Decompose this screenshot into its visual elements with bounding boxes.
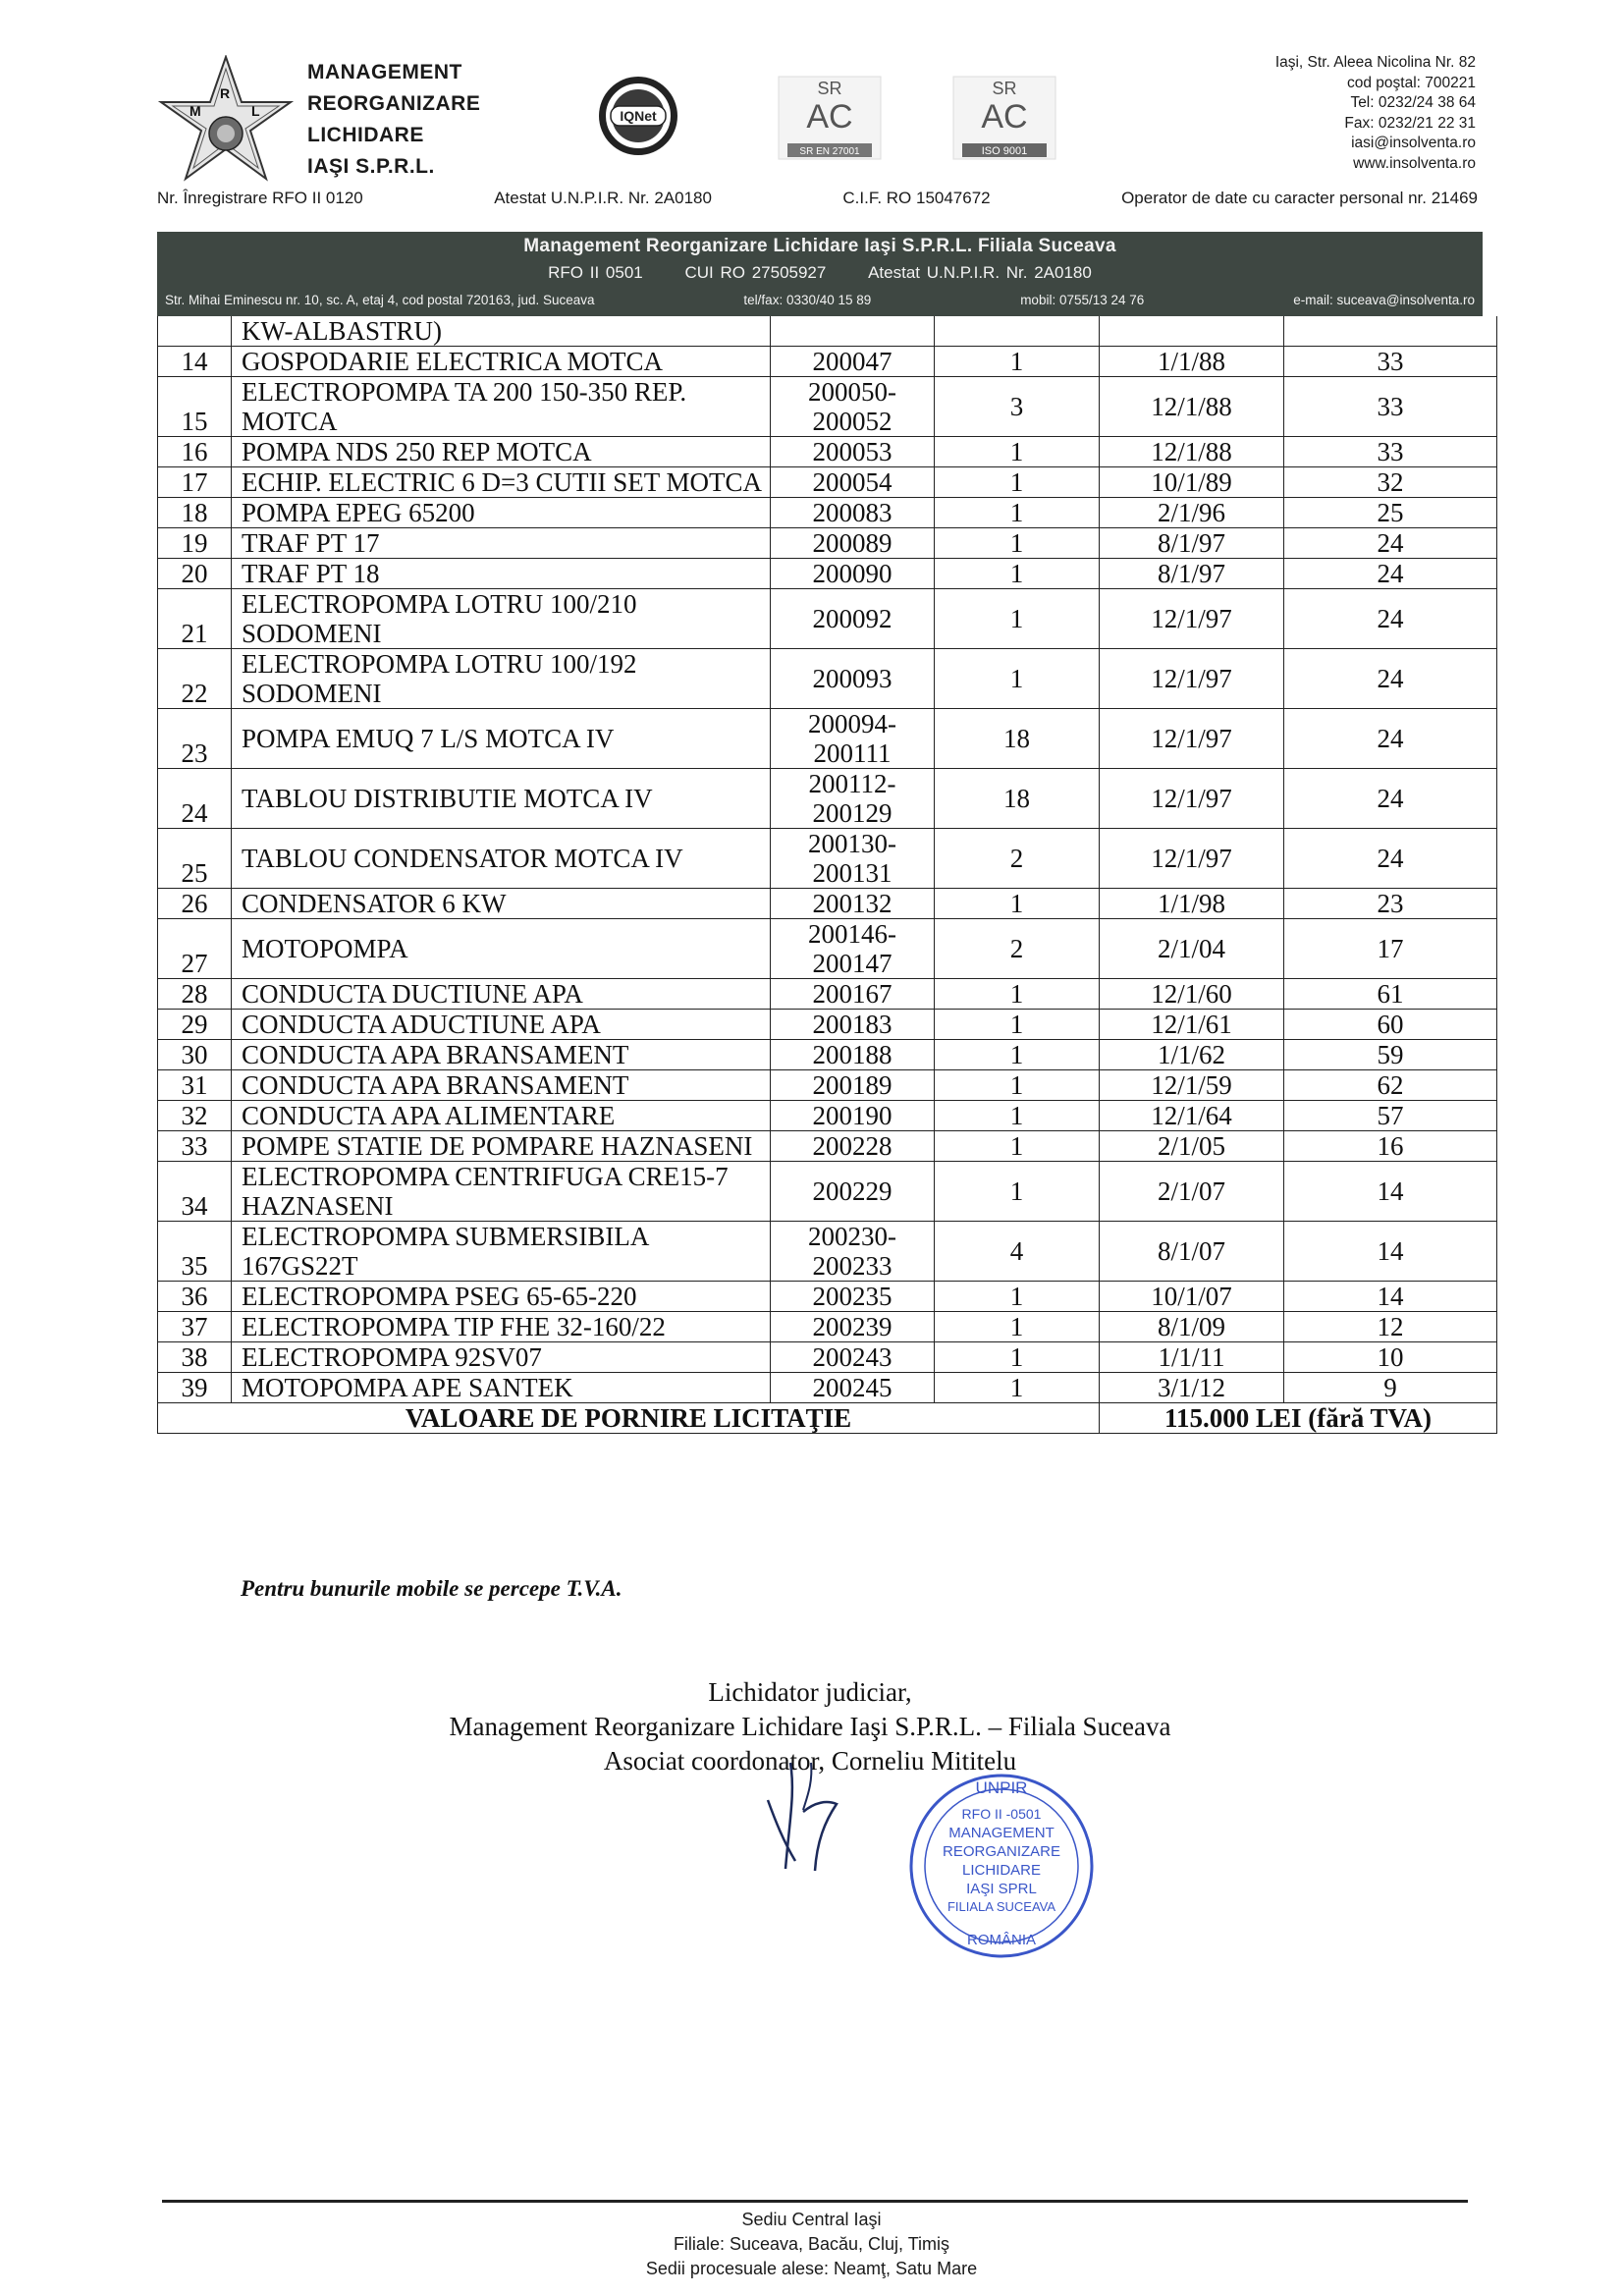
table-cell-ani: 24 [1284,709,1497,769]
table-cell-data: 12/1/97 [1100,649,1284,709]
table-cell-buc: 18 [935,709,1100,769]
table-cell-data: 12/1/60 [1100,979,1284,1010]
table-cell-name: ELECTROPOMPA LOTRU 100/210 SODOMENI [232,589,771,649]
table-cell-name: CONDUCTA APA ALIMENTARE [232,1101,771,1131]
table-cell-name: TRAF PT 17 [232,528,771,559]
branch-email-link[interactable]: e-mail: suceava@insolventa.ro [1293,293,1475,307]
table-row [158,919,1497,979]
table-cell-name: CONDUCTA ADUCTIUNE APA [232,1010,771,1040]
table-cell-data: 12/1/97 [1100,769,1284,829]
table-cell-ani: 24 [1284,589,1497,649]
company-name [307,57,480,183]
table-cell-buc: 3 [935,377,1100,437]
table-cell-ani: 14 [1284,1222,1497,1282]
iqnet-certification-seal [589,67,687,165]
sr-label: SR [817,79,842,98]
footer-divider [162,2200,1468,2203]
table-cell-data: 12/1/64 [1100,1101,1284,1131]
contact-phone: Tel: 0232/24 38 64 [1350,94,1476,111]
table-cell-data: 12/1/88 [1100,437,1284,467]
table-cell-cod: 200188 [771,1040,935,1070]
table-row [158,1040,1497,1070]
table-cell-buc: 1 [935,437,1100,467]
table-cell-buc: 1 [935,467,1100,498]
table-cell-data: 10/1/89 [1100,467,1284,498]
assets-table [157,316,1497,1434]
table-cell-name: TABLOU CONDENSATOR MOTCA IV [232,829,771,889]
ac-label: AC [981,98,1028,136]
table-cell-nr: 18 [158,498,232,528]
logo-letter-r: R [220,85,231,101]
table-cell-nr: 32 [158,1101,232,1131]
table-cell-ani: 14 [1284,1282,1497,1312]
branch-cui: CUI RO 27505927 [684,263,827,282]
table-cell-data: 12/1/61 [1100,1010,1284,1040]
table-cell-cod: 200230-200233 [771,1222,935,1282]
table-cell-cod: 200130-200131 [771,829,935,889]
table-cell-name: ELECTROPOMPA SUBMERSIBILA 167GS22T [232,1222,771,1282]
table-cell-buc: 1 [935,589,1100,649]
table-cell-cod: 200189 [771,1070,935,1101]
table-cell-name: ELECTROPOMPA CENTRIFUGA CRE15-7 HAZNASENI [232,1162,771,1222]
table-cell-ani: 14 [1284,1162,1497,1222]
table-cell-name: POMPA NDS 250 REP MOTCA [232,437,771,467]
table-cell-buc: 1 [935,528,1100,559]
company-name-line: IAŞI S.P.R.L. [307,155,435,178]
table-cell-name: POMPE STATIE DE POMPARE HAZNASENI [232,1131,771,1162]
table-cell-name: CONDENSATOR 6 KW [232,889,771,919]
table-cell-buc: 2 [935,919,1100,979]
table-cell-ani: 16 [1284,1131,1497,1162]
official-stamp [903,1768,1100,1964]
table-cell-data: 2/1/07 [1100,1162,1284,1222]
table-cell-buc: 1 [935,1101,1100,1131]
table-row [158,347,1497,377]
table-cell-nr: 27 [158,919,232,979]
table-cell-data: 12/1/97 [1100,589,1284,649]
table-cell-ani: 32 [1284,467,1497,498]
table-cell-data: 2/1/05 [1100,1131,1284,1162]
table-cell-cod: 200092 [771,589,935,649]
stamp-bottom-text: ROMÂNIA [966,1932,1037,1948]
table-cell-buc [935,316,1100,347]
page-footer [0,2208,1623,2281]
table-row [158,979,1497,1010]
table-cell-buc: 1 [935,1010,1100,1040]
table-cell-nr: 39 [158,1373,232,1403]
table-row [158,377,1497,437]
table-cell-name: MOTOPOMPA APE SANTEK [232,1373,771,1403]
table-cell-name: TABLOU DISTRIBUTIE MOTCA IV [232,769,771,829]
table-cell-buc: 1 [935,1070,1100,1101]
table-cell-data: 8/1/97 [1100,528,1284,559]
table-cell-ani: 33 [1284,437,1497,467]
branch-rfo: RFO II 0501 [548,263,643,282]
table-cell-cod: 200229 [771,1162,935,1222]
branch-title: Management Reorganizare Lichidare Iaşi S.P.R.L. Filiala Suceava [523,236,1116,256]
registration-number: Nr. Înregistrare RFO II 0120 [157,189,363,207]
stamp-text-line: RFO II -0501 [961,1806,1042,1822]
table-row [158,1131,1497,1162]
table-cell-ani: 25 [1284,498,1497,528]
table-cell-cod: 200183 [771,1010,935,1040]
table-cell-data: 1/1/88 [1100,347,1284,377]
table-cell-nr: 29 [158,1010,232,1040]
branch-address: Str. Mihai Eminescu nr. 10, sc. A, etaj 4, cod postal 720163, jud. Suceava [165,293,595,307]
table-cell-data: 10/1/07 [1100,1282,1284,1312]
stamp-text-line: IAŞI SPRL [966,1881,1037,1897]
table-row [158,1282,1497,1312]
contact-website-link[interactable]: www.insolventa.ro [1353,154,1476,172]
table-cell-data: 8/1/09 [1100,1312,1284,1342]
table-cell-buc: 1 [935,347,1100,377]
table-row [158,1222,1497,1282]
table-cell-data: 8/1/97 [1100,559,1284,589]
standard-label: SR EN 27001 [799,146,860,157]
table-cell-nr: 33 [158,1131,232,1162]
table-cell-name: ELECTROPOMPA TA 200 150-350 REP. MOTCA [232,377,771,437]
table-cell-nr: 14 [158,347,232,377]
table-cell-cod: 200190 [771,1101,935,1131]
handwritten-signature [756,1753,884,1881]
table-cell-nr: 16 [158,437,232,467]
table-cell-ani [1284,316,1497,347]
table-cell-buc: 1 [935,889,1100,919]
stamp-text-line: LICHIDARE [961,1862,1042,1879]
table-row [158,649,1497,709]
branch-identifiers [157,263,1483,283]
table-cell-ani: 9 [1284,1373,1497,1403]
table-cell-nr: 22 [158,649,232,709]
table-cell-cod: 200053 [771,437,935,467]
table-cell-name: POMPA EMUQ 7 L/S MOTCA IV [232,709,771,769]
table-cell-buc: 1 [935,1162,1100,1222]
table-cell-buc: 1 [935,1342,1100,1373]
table-cell-data: 12/1/88 [1100,377,1284,437]
ac-label: AC [806,98,853,136]
table-cell-ani: 60 [1284,1010,1497,1040]
table-cell-nr: 21 [158,589,232,649]
sr-label: SR [992,79,1017,98]
table-cell-cod: 200239 [771,1312,935,1342]
table-cell-buc: 1 [935,559,1100,589]
table-cell-buc: 1 [935,498,1100,528]
table-cell-ani: 24 [1284,829,1497,889]
table-row [158,467,1497,498]
table-row [158,709,1497,769]
table-cell-ani: 17 [1284,919,1497,979]
table-cell-name: ELECTROPOMPA TIP FHE 32-160/22 [232,1312,771,1342]
footer-line: Sediu Central Iaşi [741,2210,882,2229]
table-cell-buc: 2 [935,829,1100,889]
table-cell-cod: 200090 [771,559,935,589]
table-cell-cod: 200245 [771,1373,935,1403]
table-cell-data [1100,316,1284,347]
table-row [158,769,1497,829]
table-cell-nr: 31 [158,1070,232,1101]
table-cell-name: CONDUCTA DUCTIUNE APA [232,979,771,1010]
table-row [158,437,1497,467]
table-cell-cod: 200094-200111 [771,709,935,769]
branch-attestation: Atestat U.N.P.I.R. Nr. 2A0180 [868,263,1092,282]
table-cell-ani: 33 [1284,347,1497,377]
table-cell-ani: 24 [1284,649,1497,709]
branch-banner [157,232,1483,316]
table-cell-name: TRAF PT 18 [232,559,771,589]
table-cell-buc: 1 [935,1131,1100,1162]
company-name-line: MANAGEMENT [307,61,462,83]
table-row [158,1010,1497,1040]
standard-label: ISO 9001 [981,145,1028,157]
table-cell-data: 1/1/62 [1100,1040,1284,1070]
table-cell-cod: 200047 [771,347,935,377]
table-row-continued [158,316,1497,347]
unpir-attestation: Atestat U.N.P.I.R. Nr. 2A0180 [494,189,712,207]
registration-line [157,189,1478,208]
company-logo [157,55,295,183]
table-cell-ani: 10 [1284,1342,1497,1373]
table-cell-ani: 12 [1284,1312,1497,1342]
table-cell-ani: 24 [1284,769,1497,829]
table-cell-nr: 24 [158,769,232,829]
table-cell-nr: 35 [158,1222,232,1282]
table-row [158,1373,1497,1403]
data-operator-number: Operator de date cu caracter personal nr. 21469 [1121,189,1478,207]
table-cell-nr: 30 [158,1040,232,1070]
table-cell-data: 2/1/04 [1100,919,1284,979]
table-row [158,1162,1497,1222]
table-cell-cod [771,316,935,347]
table-cell-ani: 23 [1284,889,1497,919]
table-cell-data: 1/1/11 [1100,1342,1284,1373]
stamp-text-line: FILIALA SUCEAVA [947,1899,1056,1914]
table-cell-ani: 62 [1284,1070,1497,1101]
table-cell-name: CONDUCTA APA BRANSAMENT [232,1040,771,1070]
table-cell-nr: 34 [158,1162,232,1222]
table-cell-cod: 200083 [771,498,935,528]
company-name-line: REORGANIZARE [307,92,481,115]
table-cell-ani: 33 [1284,377,1497,437]
table-cell-name: ELECTROPOMPA PSEG 65-65-220 [232,1282,771,1312]
table-cell-data: 1/1/98 [1100,889,1284,919]
stamp-text-line: MANAGEMENT [948,1825,1055,1841]
table-row [158,1312,1497,1342]
table-cell-cod: 200243 [771,1342,935,1373]
table-cell-name: MOTOPOMPA [232,919,771,979]
table-row [158,889,1497,919]
liquidator-label: Lichidator judiciar, [708,1677,912,1707]
branch-mobile: mobil: 0755/13 24 76 [1020,293,1145,307]
table-cell-data: 2/1/96 [1100,498,1284,528]
fiscal-code: C.I.F. RO 15047672 [842,189,991,207]
table-cell-buc: 1 [935,1282,1100,1312]
table-cell-nr: 20 [158,559,232,589]
table-cell-name: ECHIP. ELECTRIC 6 D=3 CUTII SET MOTCA [232,467,771,498]
table-cell-buc: 1 [935,649,1100,709]
starting-value-amount: 115.000 LEI (fără TVA) [1100,1403,1497,1434]
table-cell-nr: 38 [158,1342,232,1373]
contact-fax: Fax: 0232/21 22 31 [1344,114,1476,132]
table-cell-cod: 200167 [771,979,935,1010]
table-row [158,1101,1497,1131]
table-cell-ani: 24 [1284,559,1497,589]
table-cell-cod: 200146-200147 [771,919,935,979]
table-cell-data: 12/1/59 [1100,1070,1284,1101]
table-cell-nr: 28 [158,979,232,1010]
table-cell-ani: 57 [1284,1101,1497,1131]
table-row [158,589,1497,649]
table-cell-buc: 1 [935,1312,1100,1342]
table-row [158,559,1497,589]
footer-line: Sedii procesuale alese: Neamţ, Satu Mare [645,2259,978,2278]
table-cell-nr: 15 [158,377,232,437]
contact-email-link[interactable]: iasi@insolventa.ro [1351,135,1476,151]
table-cell-cod: 200093 [771,649,935,709]
sr-ac-9001-certification-mark [950,67,1058,165]
table-cell-nr: 36 [158,1282,232,1312]
table-cell-name: CONDUCTA APA BRANSAMENT [232,1070,771,1101]
table-cell-cod: 200054 [771,467,935,498]
table-cell-name: GOSPODARIE ELECTRICA MOTCA [232,347,771,377]
table-cell-ani: 59 [1284,1040,1497,1070]
table-cell-buc: 1 [935,1373,1100,1403]
logo-letter-l: L [251,103,260,119]
table-cell-cod: 200112-200129 [771,769,935,829]
table-row [158,1342,1497,1373]
table-cell-nr [158,316,232,347]
table-cell-ani: 61 [1284,979,1497,1010]
table-cell-buc: 4 [935,1222,1100,1282]
footer-line: Filiale: Suceava, Bacău, Cluj, Timiş [673,2234,950,2254]
table-cell-data: 8/1/07 [1100,1222,1284,1282]
table-cell-ani: 24 [1284,528,1497,559]
table-cell-cod: 200089 [771,528,935,559]
liquidator-company: Management Reorganizare Lichidare Iaşi S.P.R.L. – Filiala Suceava [449,1712,1171,1741]
vat-note: Pentru bunurile mobile se percepe T.V.A. [241,1576,622,1601]
table-row [158,829,1497,889]
table-cell-nr: 19 [158,528,232,559]
table-cell-data: 12/1/97 [1100,709,1284,769]
table-cell-name: ELECTROPOMPA 92SV07 [232,1342,771,1373]
table-cell-buc: 18 [935,769,1100,829]
table-cell-name: POMPA EPEG 65200 [232,498,771,528]
table-cell-nr: 23 [158,709,232,769]
contact-address: Iaşi, Str. Aleea Nicolina Nr. 82 [1274,54,1476,71]
table-cell-buc: 1 [935,1040,1100,1070]
table-cell-nr: 26 [158,889,232,919]
table-cell-data: 3/1/12 [1100,1373,1284,1403]
logo-letter-m: M [189,103,201,119]
table-cell-cod: 200235 [771,1282,935,1312]
iqnet-label: IQNet [620,108,657,124]
sr-ac-27001-certification-mark [776,67,884,165]
stamp-text-line: REORGANIZARE [942,1843,1061,1860]
table-cell-nr: 17 [158,467,232,498]
table-row [158,498,1497,528]
table-cell-data: 12/1/97 [1100,829,1284,889]
table-cell-name: ELECTROPOMPA LOTRU 100/192 SODOMENI [232,649,771,709]
table-cell-cod: 200132 [771,889,935,919]
table-cell-buc: 1 [935,979,1100,1010]
table-cell-cod: 200228 [771,1131,935,1162]
starting-value-label: VALOARE DE PORNIRE LICITAŢIE [158,1403,1100,1434]
table-cell-cod: 200050-200052 [771,377,935,437]
company-name-line: LICHIDARE [307,124,424,146]
stamp-top-text: UNPIR [975,1778,1028,1797]
branch-contact-line [165,293,1475,307]
table-cell-nr: 37 [158,1312,232,1342]
table-row [158,528,1497,559]
branch-telfax: tel/fax: 0330/40 15 89 [743,293,872,307]
table-cell-name: KW-ALBASTRU) [232,316,771,347]
table-cell-nr: 25 [158,829,232,889]
contact-postal-code: cod poştal: 700221 [1347,74,1476,91]
table-footer-row [158,1403,1497,1434]
liquidator-associate: Asociat coordonator, Corneliu Mititelu [603,1746,1017,1776]
contact-block [1275,53,1476,174]
table-row [158,1070,1497,1101]
